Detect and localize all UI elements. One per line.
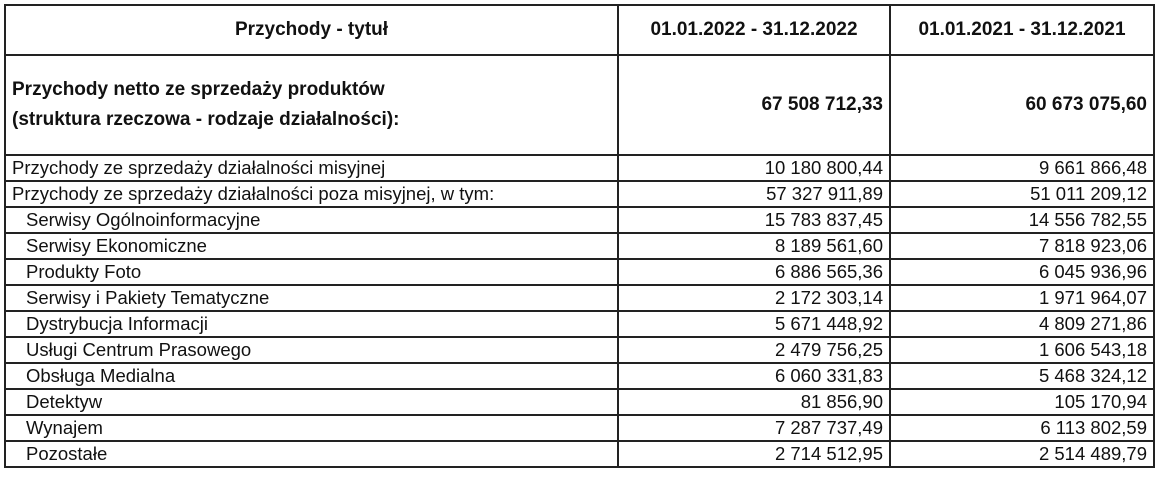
header-period-2021: 01.01.2021 - 31.12.2021 — [890, 5, 1154, 55]
summary-value-2021: 60 673 075,60 — [890, 55, 1154, 155]
table-row — [5, 181, 1154, 207]
table-row — [5, 259, 1154, 285]
row-value-2022: 8 189 561,60 — [618, 233, 890, 259]
row-label: Przychody ze sprzedaży działalności poza misyjnej, w tym: — [5, 181, 618, 207]
row-value-2022: 7 287 737,49 — [618, 415, 890, 441]
row-value-2021: 6 045 936,96 — [890, 259, 1154, 285]
header-title: Przychody - tytuł — [5, 5, 618, 55]
row-value-2022: 6 886 565,36 — [618, 259, 890, 285]
summary-row — [5, 55, 1154, 155]
summary-value-2022: 67 508 712,33 — [618, 55, 890, 155]
summary-label-line1: Przychody netto ze sprzedaży produktów — [12, 79, 385, 100]
table-row — [5, 389, 1154, 415]
row-value-2021: 1 606 543,18 — [890, 337, 1154, 363]
row-value-2021: 4 809 271,86 — [890, 311, 1154, 337]
row-value-2021: 7 818 923,06 — [890, 233, 1154, 259]
revenue-table — [4, 4, 1155, 468]
table-row — [5, 363, 1154, 389]
row-label: Przychody ze sprzedaży działalności misyjnej — [5, 155, 618, 181]
row-value-2022: 2 714 512,95 — [618, 441, 890, 467]
row-label: Pozostałe — [5, 441, 618, 467]
row-value-2021: 1 971 964,07 — [890, 285, 1154, 311]
row-value-2021: 9 661 866,48 — [890, 155, 1154, 181]
table-row — [5, 311, 1154, 337]
table-row — [5, 285, 1154, 311]
header-period-2022: 01.01.2022 - 31.12.2022 — [618, 5, 890, 55]
row-value-2022: 57 327 911,89 — [618, 181, 890, 207]
row-label: Produkty Foto — [5, 259, 618, 285]
summary-label — [5, 55, 618, 155]
table-row — [5, 155, 1154, 181]
row-value-2021: 14 556 782,55 — [890, 207, 1154, 233]
row-value-2021: 5 468 324,12 — [890, 363, 1154, 389]
row-label: Dystrybucja Informacji — [5, 311, 618, 337]
row-label: Detektyw — [5, 389, 618, 415]
table-row — [5, 441, 1154, 467]
row-value-2022: 2 479 756,25 — [618, 337, 890, 363]
row-value-2022: 2 172 303,14 — [618, 285, 890, 311]
table-row — [5, 233, 1154, 259]
table-row — [5, 415, 1154, 441]
table-row — [5, 337, 1154, 363]
row-label: Wynajem — [5, 415, 618, 441]
table-row — [5, 207, 1154, 233]
row-value-2021: 51 011 209,12 — [890, 181, 1154, 207]
row-value-2021: 2 514 489,79 — [890, 441, 1154, 467]
row-value-2022: 15 783 837,45 — [618, 207, 890, 233]
header-row — [5, 5, 1154, 55]
row-label: Usługi Centrum Prasowego — [5, 337, 618, 363]
row-value-2022: 10 180 800,44 — [618, 155, 890, 181]
row-label: Serwisy Ogólnoinformacyjne — [5, 207, 618, 233]
row-value-2021: 6 113 802,59 — [890, 415, 1154, 441]
row-value-2022: 6 060 331,83 — [618, 363, 890, 389]
row-value-2022: 5 671 448,92 — [618, 311, 890, 337]
row-label: Obsługa Medialna — [5, 363, 618, 389]
row-value-2021: 105 170,94 — [890, 389, 1154, 415]
row-value-2022: 81 856,90 — [618, 389, 890, 415]
row-label: Serwisy i Pakiety Tematyczne — [5, 285, 618, 311]
summary-label-line2: (struktura rzeczowa - rodzaje działalności): — [12, 109, 400, 130]
row-label: Serwisy Ekonomiczne — [5, 233, 618, 259]
